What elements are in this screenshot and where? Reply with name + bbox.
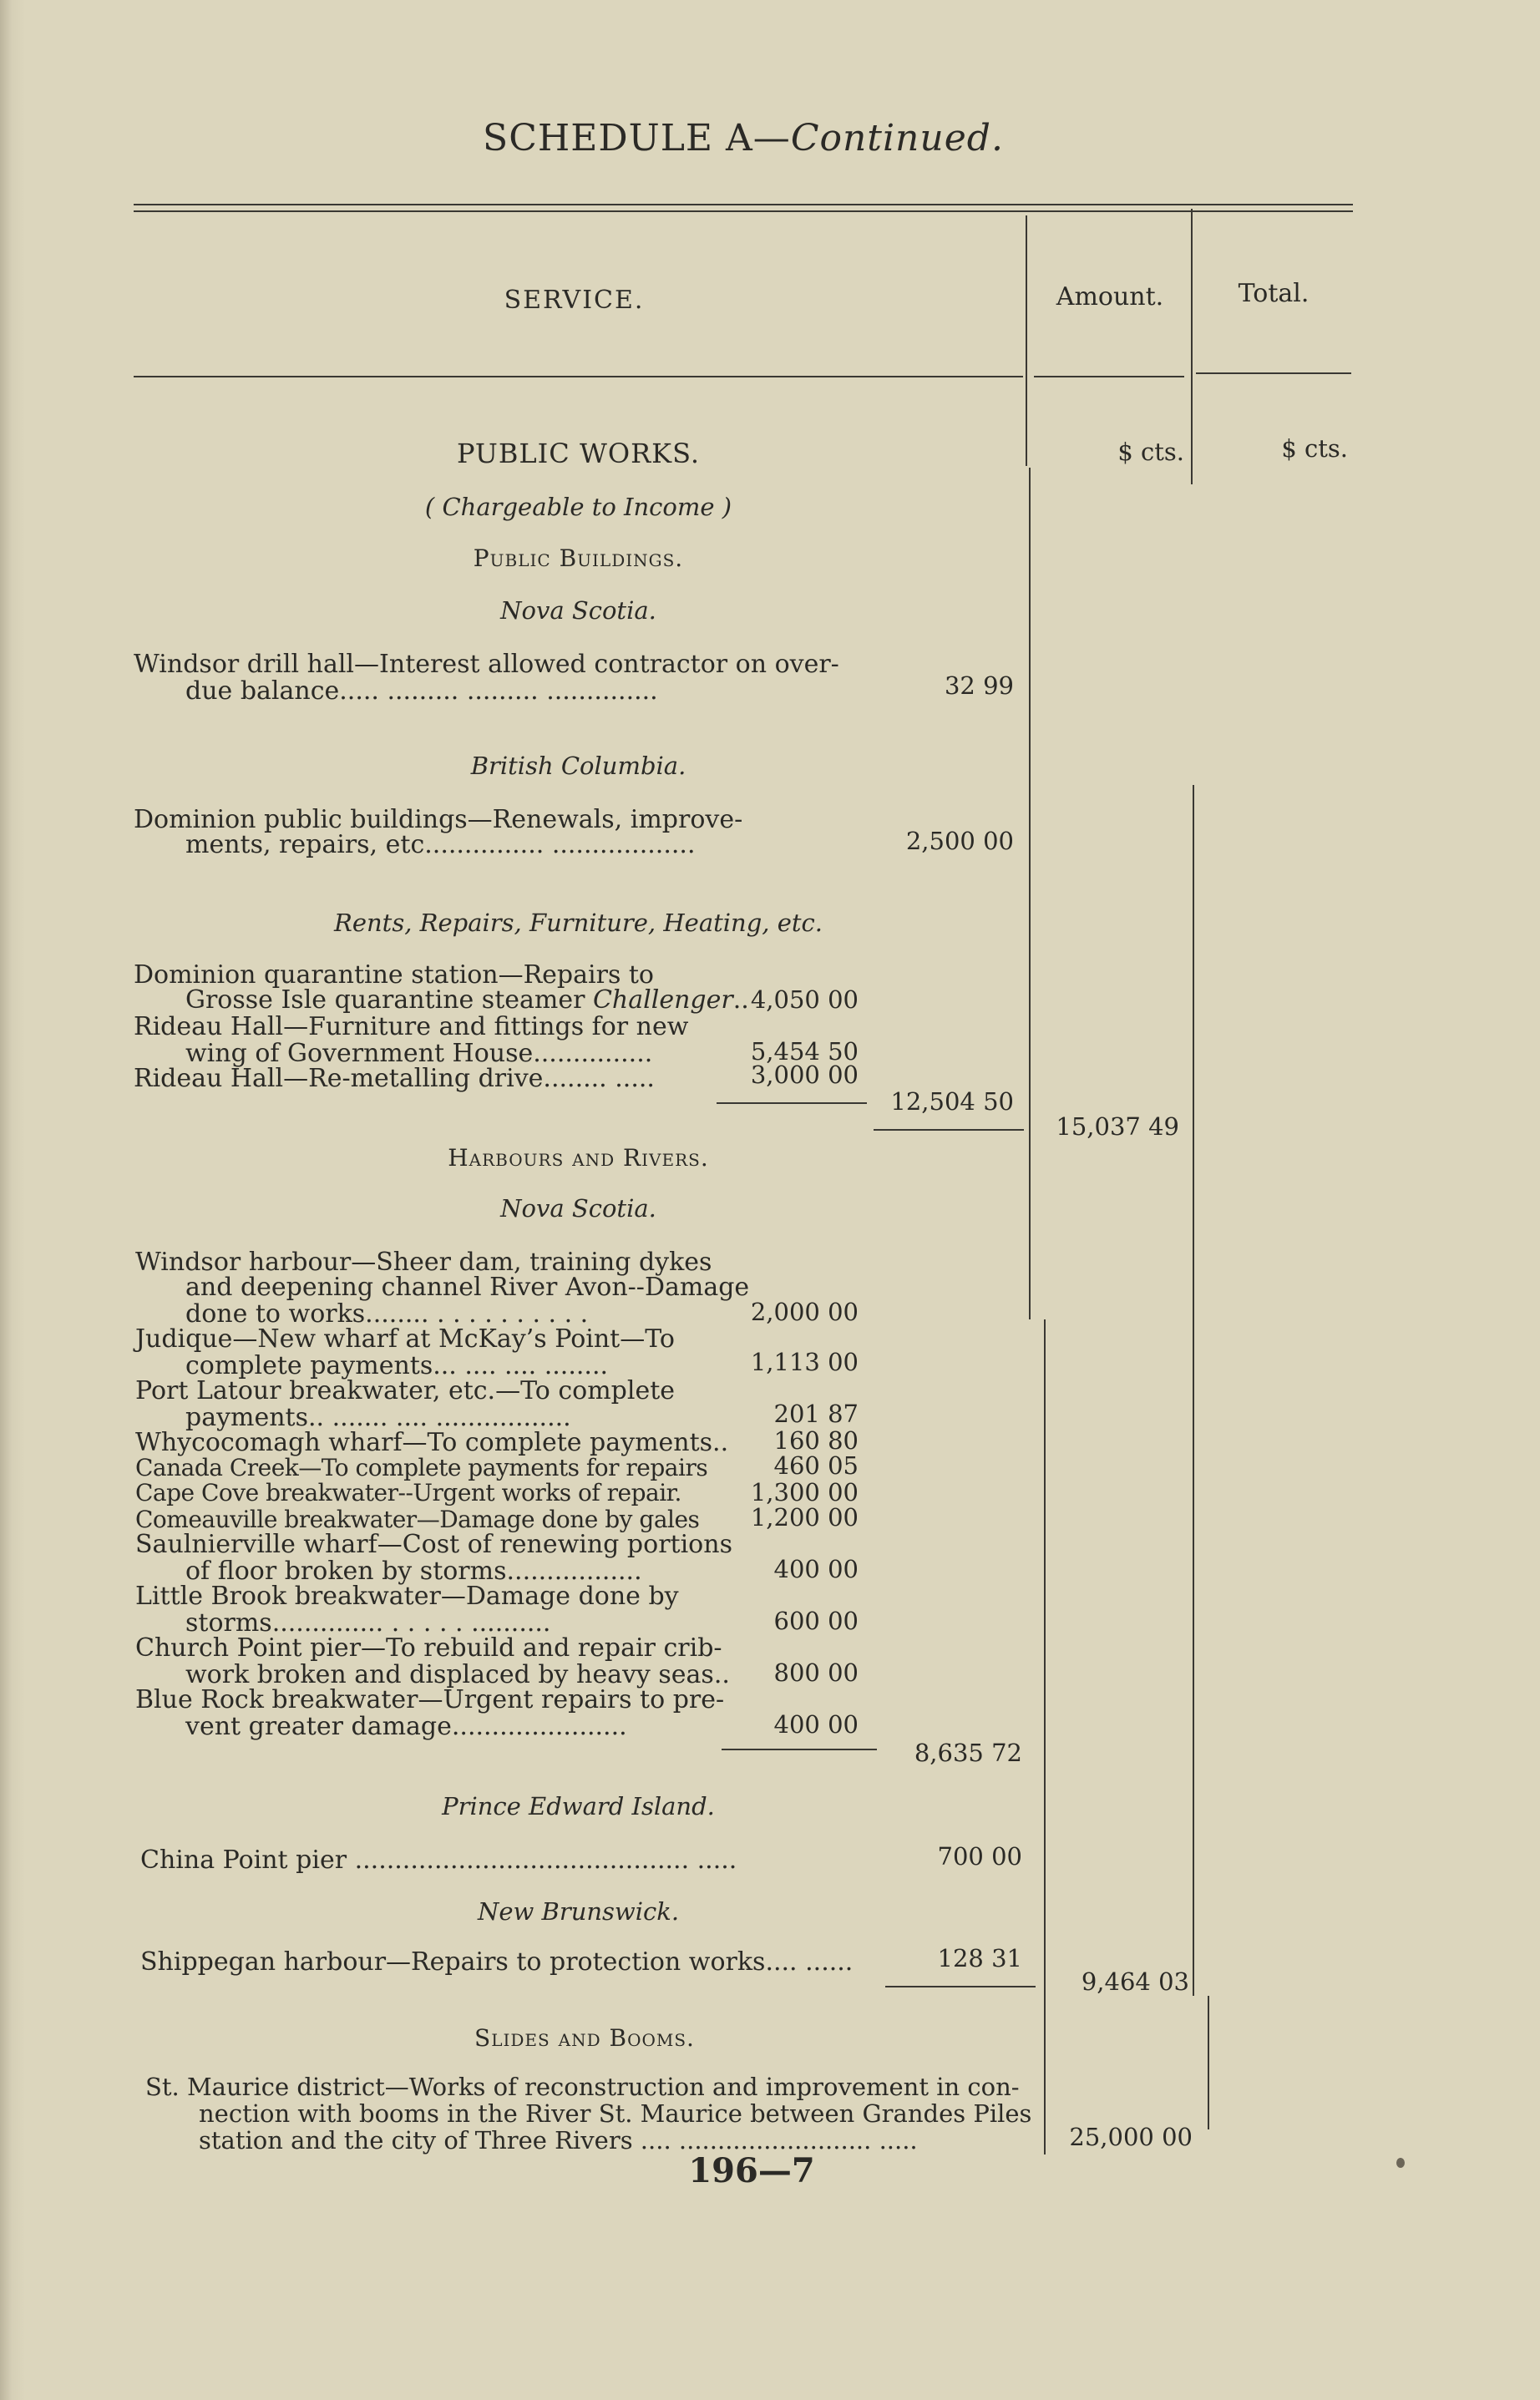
top-rule-1 (134, 204, 1353, 205)
total-currency-label: $ cts. (1281, 434, 1348, 463)
saulnierville-line2: of floor broken by storms................. (185, 1557, 642, 1586)
dominion-public-buildings-line2: ments, repairs, etc............... .................. (185, 830, 696, 859)
column-rule-amount-low (1044, 1319, 1046, 2154)
column-rule-total-mid (1193, 785, 1194, 1996)
quarantine-station-value: 4,050 00 (750, 985, 859, 1014)
harbours-nova-scotia-heading: Nova Scotia. (500, 1194, 656, 1223)
comeauville-line1: Comeauville breakwater—Damage done by gales (135, 1506, 700, 1533)
rideau-hall-furniture-value: 5,454 50 (750, 1037, 859, 1066)
harbours-total-value: 9,464 03 (1081, 1967, 1189, 1996)
port-latour-line2: payments.. ....... .... ................. (185, 1403, 571, 1432)
harbours-total-rule (885, 1986, 1036, 1987)
page-folio: 196—7 (688, 2151, 815, 2190)
rents-repairs-heading: Rents, Repairs, Furniture, Heating, etc. (334, 909, 823, 937)
little-brook-value: 600 00 (773, 1607, 859, 1635)
column-header-service: SERVICE. (504, 286, 645, 315)
whycocomagh-line1: Whycocomagh wharf—To complete payments.. (135, 1428, 729, 1457)
comeauville-value: 1,200 00 (750, 1503, 859, 1532)
shippegan-line: Shippegan harbour—Repairs to protection works.... ...... (140, 1947, 854, 1977)
section-subtitle: ( Chargeable to Income ) (424, 493, 732, 521)
header-rule-total (1196, 372, 1351, 374)
column-header-amount: Amount. (1056, 282, 1164, 311)
windsor-harbour-value: 2,000 00 (750, 1298, 859, 1326)
rents-subtotal-rule (717, 1102, 867, 1104)
china-point-pier-value: 700 00 (937, 1842, 1022, 1871)
british-columbia-heading: British Columbia. (470, 752, 686, 780)
harbours-rivers-heading: Harbours and Rivers. (448, 1144, 709, 1172)
blue-rock-line1: Blue Rock breakwater—Urgent repairs to pre- (135, 1685, 725, 1714)
cape-cove-line1: Cape Cove breakwater--Urgent works of repair. (135, 1479, 681, 1506)
st-maurice-line3: station and the city of Three Rivers .... ......................... ..... (199, 2126, 918, 2154)
church-point-line1: Church Point pier—To rebuild and repair crib- (135, 1633, 722, 1663)
amount-currency-label: $ cts. (1117, 438, 1184, 466)
church-point-value: 800 00 (773, 1658, 859, 1687)
church-point-line2: work broken and displaced by heavy seas.. (185, 1660, 730, 1689)
rideau-hall-drive-line: Rideau Hall—Re-metalling drive........ ..... (134, 1064, 655, 1093)
saulnierville-line1: Saulnierville wharf—Cost of renewing portions (135, 1530, 732, 1559)
canada-creek-value: 460 05 (773, 1451, 859, 1480)
column-rule-amount-top (1026, 215, 1027, 466)
header-rule-amount (1034, 376, 1184, 377)
header-rule-service (134, 376, 1023, 377)
judique-line2: complete payments... .... .... ........ (185, 1351, 609, 1380)
shippegan-value: 128 31 (937, 1944, 1022, 1972)
windsor-drill-hall-line2: due balance..... ......... ......... .............. (185, 676, 658, 706)
st-maurice-line2: nection with booms in the River St. Maurice between Grandes Piles (199, 2099, 1032, 2128)
dominion-public-buildings-line1: Dominion public buildings—Renewals, improve- (134, 805, 743, 834)
canada-creek-line1: Canada Creek—To complete payments for repairs (135, 1454, 708, 1481)
rideau-hall-furniture-line1: Rideau Hall—Furniture and fittings for new (134, 1012, 689, 1041)
windsor-drill-hall-value: 32 99 (944, 671, 1014, 700)
harbours-ns-subtotal-value: 8,635 72 (914, 1739, 1022, 1767)
little-brook-line2: storms.............. . . . . . .......... (185, 1608, 551, 1638)
blue-rock-line2: vent greater damage...................... (185, 1712, 627, 1741)
port-latour-value: 201 87 (773, 1400, 859, 1428)
quarantine-station-line1: Dominion quarantine station—Repairs to (134, 960, 654, 990)
windsor-drill-hall-line1: Windsor drill hall—Interest allowed contractor on over- (134, 650, 839, 679)
column-rule-total-low (1208, 1996, 1209, 2129)
column-rule-amount-mid (1029, 468, 1031, 1319)
nova-scotia-heading: Nova Scotia. (500, 596, 656, 625)
port-latour-line1: Port Latour breakwater, etc.—To complete (135, 1376, 676, 1405)
new-brunswick-heading: New Brunswick. (477, 1897, 680, 1926)
column-rule-total-top (1191, 209, 1193, 484)
st-maurice-value: 25,000 00 (1069, 2123, 1193, 2151)
cape-cove-value: 1,300 00 (750, 1478, 859, 1506)
windsor-harbour-line1: Windsor harbour—Sheer dam, training dykes (135, 1248, 712, 1277)
windsor-harbour-line3: done to works........ . . . . . . . . . . (185, 1299, 589, 1329)
blue-rock-value: 400 00 (773, 1710, 859, 1739)
windsor-harbour-line2: and deepening channel River Avon--Damage (185, 1273, 750, 1302)
slides-booms-heading: Slides and Booms. (474, 2024, 695, 2052)
little-brook-line1: Little Brook breakwater—Damage done by (135, 1582, 679, 1611)
harbours-ns-subtotal-rule (722, 1749, 877, 1750)
quarantine-station-line2: Grosse Isle quarantine steamer Challenger.. (185, 985, 749, 1015)
public-buildings-total-rule (874, 1129, 1024, 1131)
rideau-hall-furniture-line2: wing of Government House............... (185, 1039, 653, 1068)
whycocomagh-value: 160 80 (773, 1426, 859, 1455)
rideau-hall-drive-value: 3,000 00 (750, 1061, 859, 1089)
pei-heading: Prince Edward Island. (442, 1792, 715, 1820)
china-point-pier-line: China Point pier .......................................... ..... (140, 1846, 737, 1875)
st-maurice-line1: St. Maurice district—Works of reconstruction and improvement in con- (145, 2073, 1020, 2101)
rents-subtotal-value: 12,504 50 (890, 1087, 1014, 1116)
public-buildings-total-value: 15,037 49 (1056, 1112, 1179, 1141)
section-title: PUBLIC WORKS. (456, 438, 701, 469)
dominion-public-buildings-value: 2,500 00 (905, 827, 1014, 855)
judique-line1: Judique—New wharf at McKay’s Point—To (135, 1324, 675, 1354)
column-header-total: Total. (1238, 279, 1310, 308)
judique-value: 1,113 00 (750, 1348, 859, 1376)
ink-spot (1396, 2158, 1405, 2168)
top-rule-2 (134, 210, 1353, 212)
public-buildings-heading: Public Buildings. (473, 544, 684, 572)
saulnierville-value: 400 00 (773, 1555, 859, 1583)
page-title: SCHEDULE A—Continued. (483, 117, 1004, 159)
